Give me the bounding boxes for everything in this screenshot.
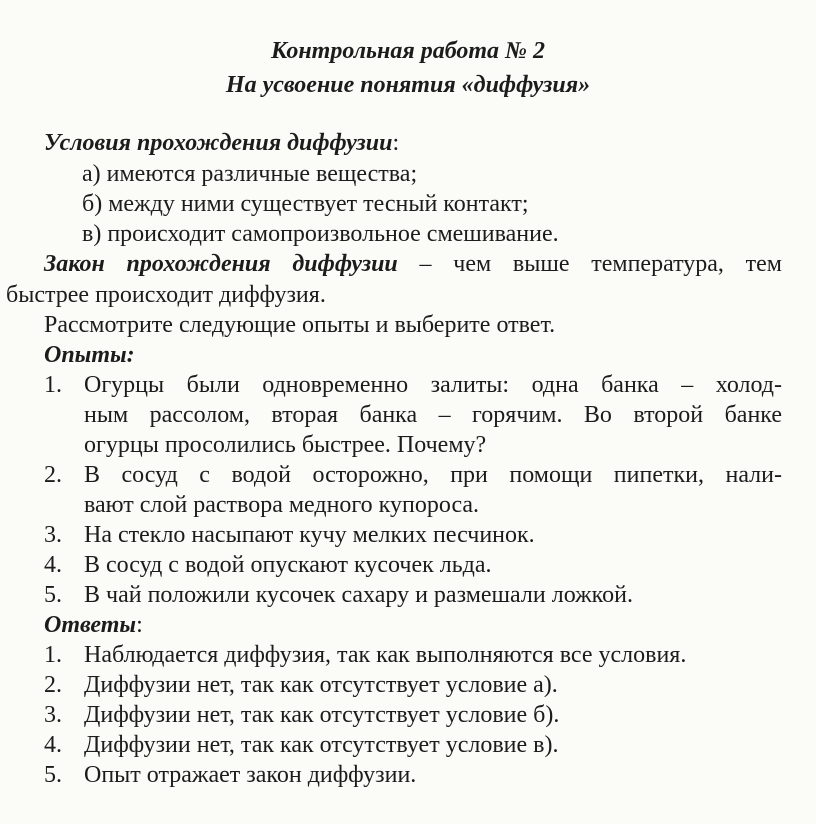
conditions-colon: : [392,130,400,156]
condition-item: б) между ними существует тесный контакт; [82,191,529,217]
experiment-number: 5. [44,582,62,608]
title-line-1: Контрольная работа № 2 [270,38,546,64]
experiment-number: 1. [44,372,62,398]
title-line-2: На усвоение понятия «диффузия» [225,72,591,98]
answer-text: Диффузии нет, так как отсутствует условие б). [84,702,560,728]
answer-text: Диффузии нет, так как отсутствует условие а). [84,672,558,698]
experiment-text: Огурцы были одновременно залиты: одна банка – холод- [84,372,782,398]
conditions-heading: Условия прохождения диффузии [44,130,393,156]
answer-line [44,730,558,760]
document-title [0,34,816,102]
experiment-line [44,370,782,400]
answer-number: 4. [44,732,62,758]
conditions-heading-line [44,128,399,158]
experiment-number: 3. [44,522,62,548]
experiment-number: 2. [44,462,62,488]
experiment-line: ным рассолом, вторая банка – горячим. Во второй банке [84,402,782,428]
answer-number: 2. [44,672,62,698]
law-text-1: – чем выше температура, тем [397,251,782,277]
answers-heading: Ответы [44,612,137,638]
experiment-line [44,520,535,550]
answer-text: Диффузии нет, так как отсутствует условие в). [84,732,559,758]
answer-line [44,760,416,790]
experiment-line [44,580,633,610]
answer-text: Опыт отражает закон диффузии. [84,762,417,788]
answer-text: Наблюдается диффузия, так как выполняются все условия. [84,642,687,668]
answer-number: 3. [44,702,62,728]
experiment-number: 4. [44,552,62,578]
experiment-text: В сосуд с водой осторожно, при помощи пипетки, нали- [84,462,782,488]
experiment-line: вают слой раствора медного купороса. [84,492,480,518]
law-line-1 [44,249,782,279]
condition-item: а) имеются различные вещества; [82,161,418,187]
law-heading: Закон прохождения диффузии [44,251,398,277]
law-line-2: быстрее происходит диффузия. [6,282,326,308]
instruction-text: Рассмотрите следующие опыты и выберите ответ. [44,312,556,338]
condition-item: в) происходит самопроизвольное смешивание. [82,221,559,247]
answers-colon: : [136,612,143,638]
answer-line [44,670,558,700]
answer-line [44,700,559,730]
answer-line [44,640,686,670]
answer-number: 1. [44,642,62,668]
experiment-line: огурцы просолились быстрее. Почему? [84,432,487,458]
experiment-text: В сосуд с водой опускают кусочек льда. [84,552,492,578]
answers-heading-line [44,610,143,640]
experiment-text: В чай положили кусочек сахару и размешали ложкой. [84,582,633,608]
answer-number: 5. [44,762,62,788]
experiment-line [44,460,782,490]
experiment-line [44,550,492,580]
experiment-text: На стекло насыпают кучу мелких песчинок. [84,522,535,548]
experiments-heading: Опыты: [44,342,135,368]
